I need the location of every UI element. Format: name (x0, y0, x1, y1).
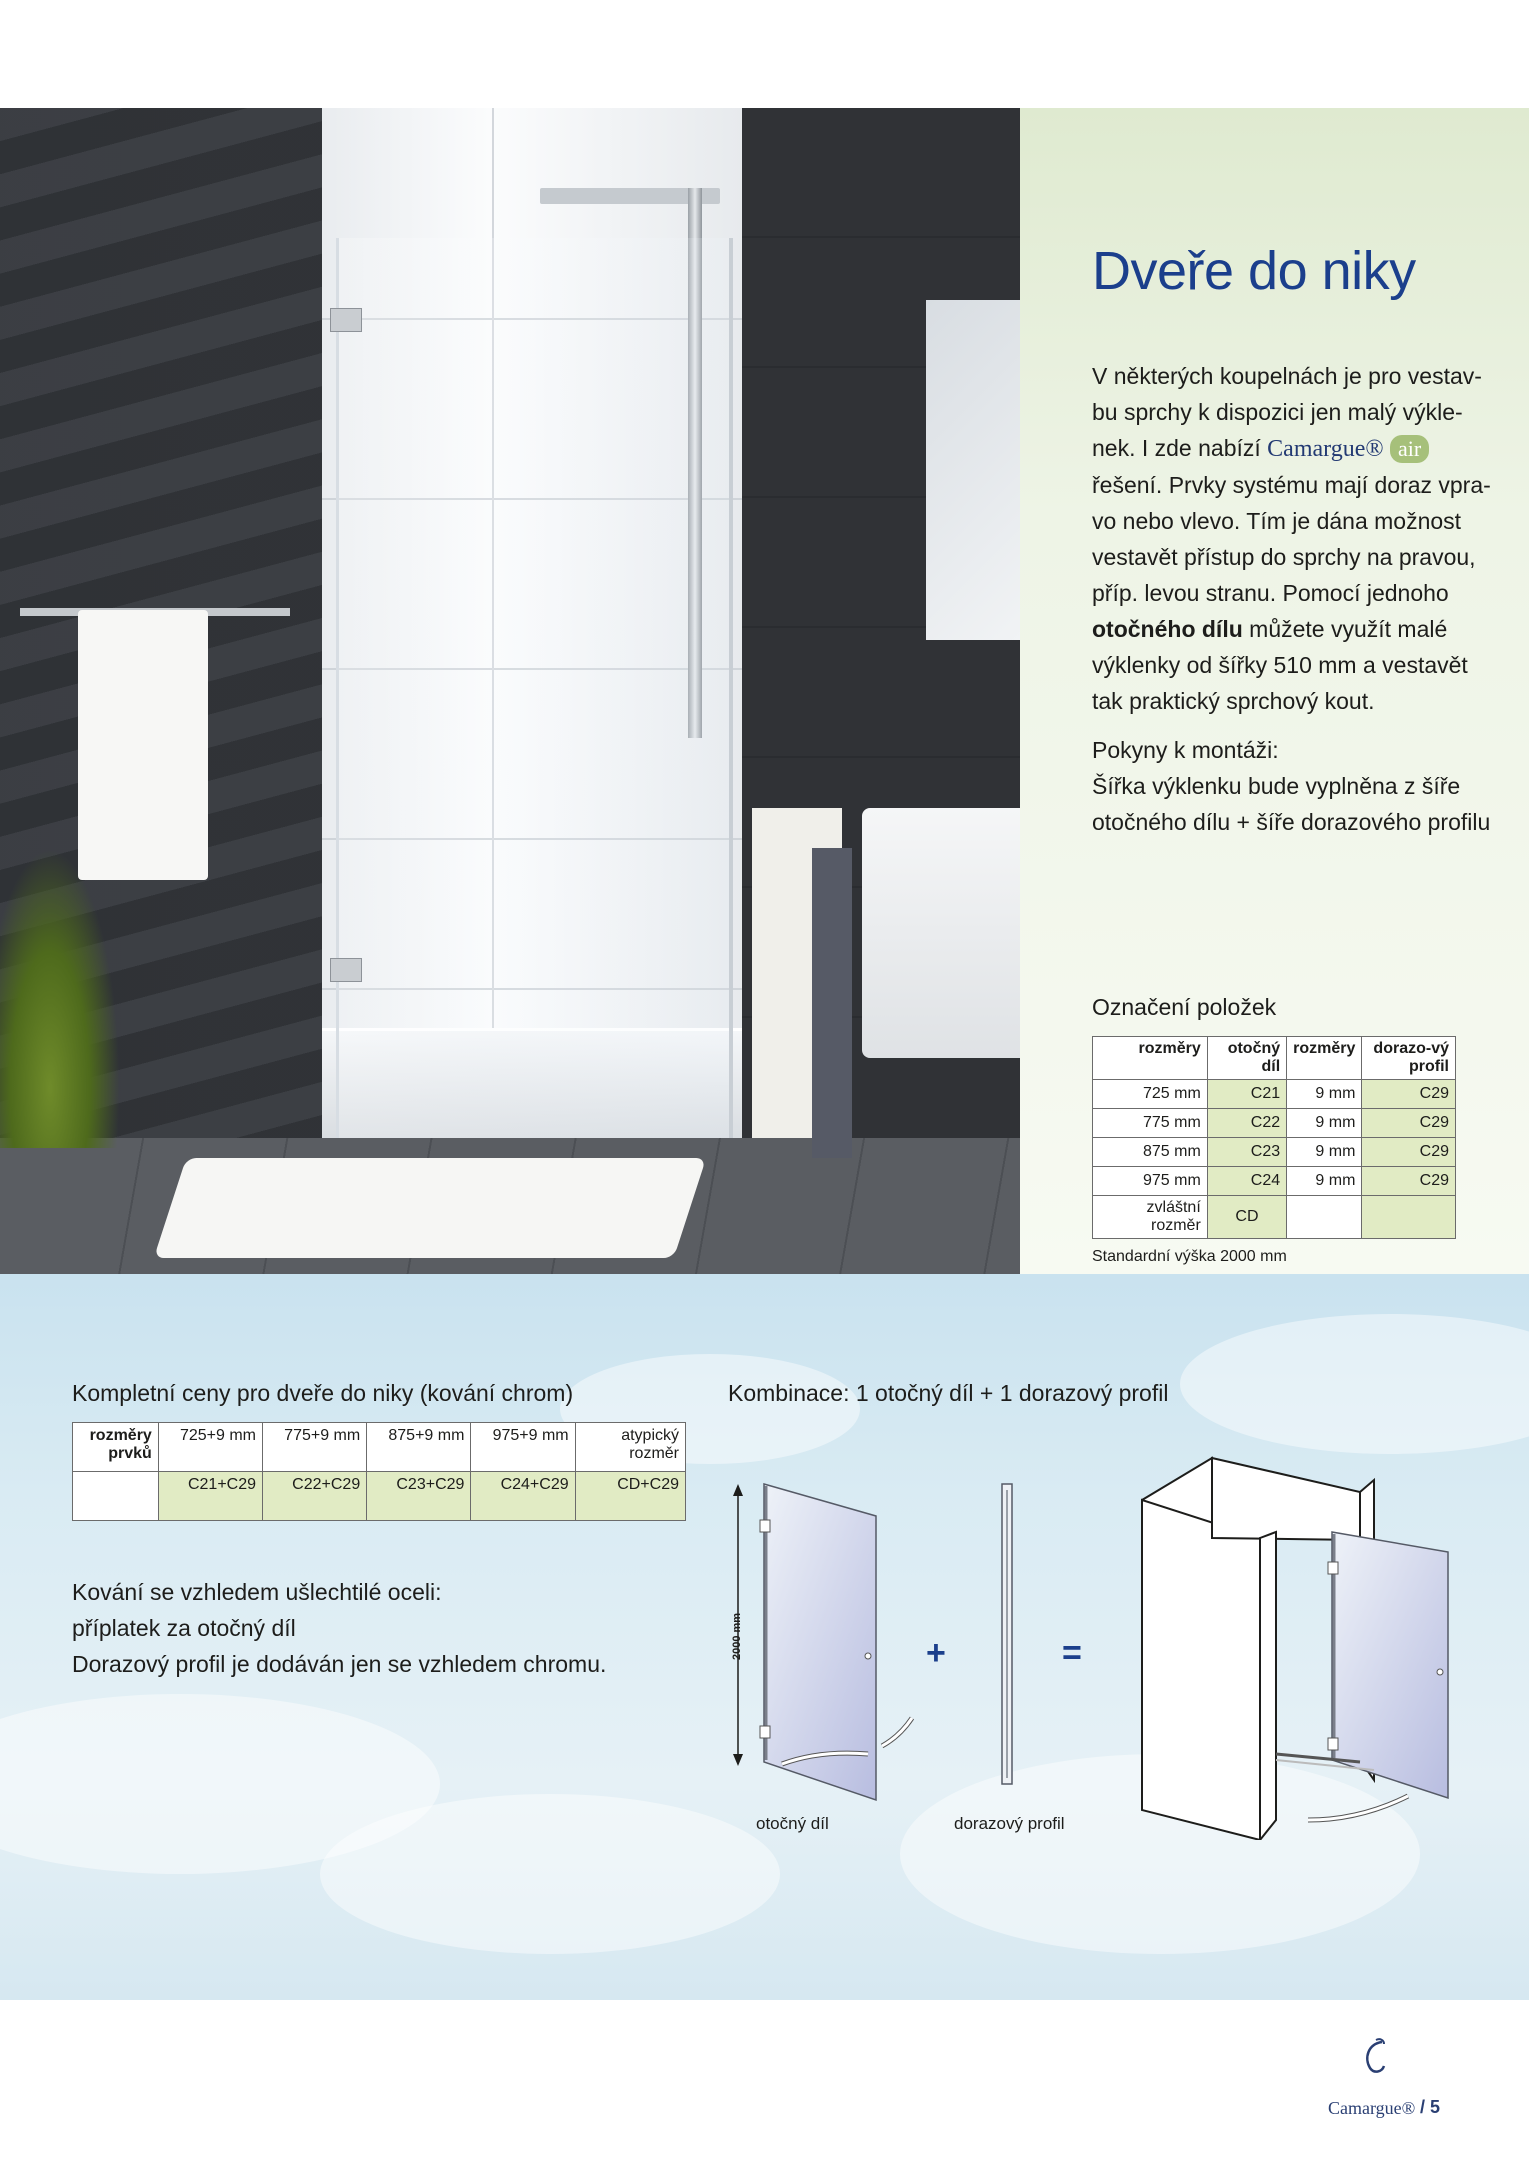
cell-code: CD+C29 (575, 1472, 685, 1521)
cell: 975 mm (1093, 1167, 1208, 1196)
table-row (1093, 1138, 1456, 1167)
cell: C22 (1207, 1109, 1286, 1138)
header-atypicky: atypický rozměr (575, 1423, 685, 1472)
glass-door (336, 238, 733, 1138)
hinge-bottom (330, 958, 362, 982)
cell: C29 (1362, 1167, 1456, 1196)
cell-empty (73, 1472, 159, 1521)
cell (1362, 1196, 1456, 1239)
bathroom-photo (0, 108, 1020, 1274)
intro-part-a: V některých koupelnách je pro vestav-bu sprchy k dispozici jen malý výkle-nek. I zde nabízí (1092, 363, 1482, 461)
header-rozmery: rozměry (1093, 1037, 1208, 1080)
dimension-label: 2000 mm (731, 1612, 743, 1660)
header-dorazovy: dorazo-vý profil (1362, 1037, 1456, 1080)
mounting-instructions (1092, 732, 1492, 840)
cell: 9 mm (1287, 1109, 1362, 1138)
cell: C29 (1362, 1138, 1456, 1167)
profile-bar (1002, 1484, 1012, 1784)
cell: 875 mm (1093, 1138, 1208, 1167)
table-header-row (73, 1423, 686, 1472)
cell: 725 mm (1093, 1080, 1208, 1109)
combination-diagram (720, 1420, 1460, 1840)
hinge-top (330, 308, 362, 332)
header-size: 775+9 mm (263, 1423, 367, 1472)
cell: zvláštní rozměr (1093, 1196, 1208, 1239)
oznaceni-title: Označení položek (1092, 994, 1277, 1020)
cell-code: C23+C29 (367, 1472, 471, 1521)
prices-table (72, 1422, 686, 1521)
table-header-row (1093, 1037, 1456, 1080)
page-number: / 5 (1420, 2097, 1441, 2117)
combination-title: Kombinace: 1 otočný díl + 1 dorazový profil (728, 1380, 1169, 1406)
fittings-note (72, 1574, 692, 1682)
cell: C21 (1207, 1080, 1286, 1109)
plant (0, 848, 120, 1148)
page-title: Dveře do niky (1092, 241, 1416, 301)
cell: C29 (1362, 1080, 1456, 1109)
wash-basin (862, 808, 1020, 1058)
door-panel (760, 1484, 912, 1800)
cell-code: C21+C29 (158, 1472, 262, 1521)
table-row (1093, 1167, 1456, 1196)
intro-part-b: řešení. Prvky systému mají doraz vpra-vo nebo vlevo. Tím je dána možnost vestavět přístup do sprchy na pravou, příp. levou stranu. Pomocí jednoho (1092, 472, 1491, 606)
table-row (1093, 1080, 1456, 1109)
fittings-line-3: Dorazový profil je dodáván jen se vzhledem chromu. (72, 1651, 607, 1677)
cell: C29 (1362, 1109, 1456, 1138)
mirror (926, 300, 1020, 640)
table-row (1093, 1196, 1456, 1239)
cell: 775 mm (1093, 1109, 1208, 1138)
camargue-logo-icon (1360, 2036, 1390, 2076)
oznaceni-table (1092, 1036, 1456, 1239)
label-door: otočný díl (756, 1814, 829, 1833)
label-profile: dorazový profil (954, 1814, 1065, 1833)
header-size: 975+9 mm (471, 1423, 575, 1472)
cell: 9 mm (1287, 1167, 1362, 1196)
table-row (1093, 1109, 1456, 1138)
fittings-line-2: příplatek za otočný díl (72, 1615, 296, 1641)
intro-bold: otočného dílu (1092, 616, 1243, 642)
intro-text (1092, 358, 1492, 719)
equals-sign: = (1062, 1634, 1082, 1672)
cell (1287, 1196, 1362, 1239)
table-row (73, 1472, 686, 1521)
cell-code: C24+C29 (471, 1472, 575, 1521)
towel (78, 610, 208, 880)
brand-air-badge: air (1390, 435, 1429, 463)
prices-title: Kompletní ceny pro dveře do niky (kování chrom) (72, 1380, 574, 1406)
cell-code: C22+C29 (263, 1472, 367, 1521)
footer-brand: Camargue® (1328, 2098, 1416, 2118)
fittings-line-1: Kování se vzhledem ušlechtilé oceli: (72, 1579, 442, 1605)
header-rozmery-2: rozměry (1287, 1037, 1362, 1080)
mount-text: Šířka výklenku bude vyplněna z šíře otočného dílu + šíře dorazového profilu (1092, 773, 1491, 835)
standard-height-note: Standardní výška 2000 mm (1092, 1248, 1287, 1265)
header-size: 725+9 mm (158, 1423, 262, 1472)
cell: 9 mm (1287, 1080, 1362, 1109)
bath-rug (154, 1158, 706, 1258)
towel-dark (812, 848, 852, 1158)
cell: C23 (1207, 1138, 1286, 1167)
header-size: 875+9 mm (367, 1423, 471, 1472)
mount-heading: Pokyny k montáži: (1092, 737, 1279, 763)
header-otocny: otočný díl (1207, 1037, 1286, 1080)
cell: CD (1207, 1196, 1286, 1239)
niche-assembly (1142, 1458, 1448, 1840)
header-rozmery-prvku: rozměry prvků (73, 1423, 159, 1472)
intro-part-c: můžete využít malé výklenky od šířky 510 mm a vestavět tak praktický sprchový kout. (1092, 616, 1468, 714)
brand-camargue: Camargue® (1267, 436, 1384, 462)
cell: 9 mm (1287, 1138, 1362, 1167)
cell: C24 (1207, 1167, 1286, 1196)
plus-sign: + (926, 1634, 946, 1672)
